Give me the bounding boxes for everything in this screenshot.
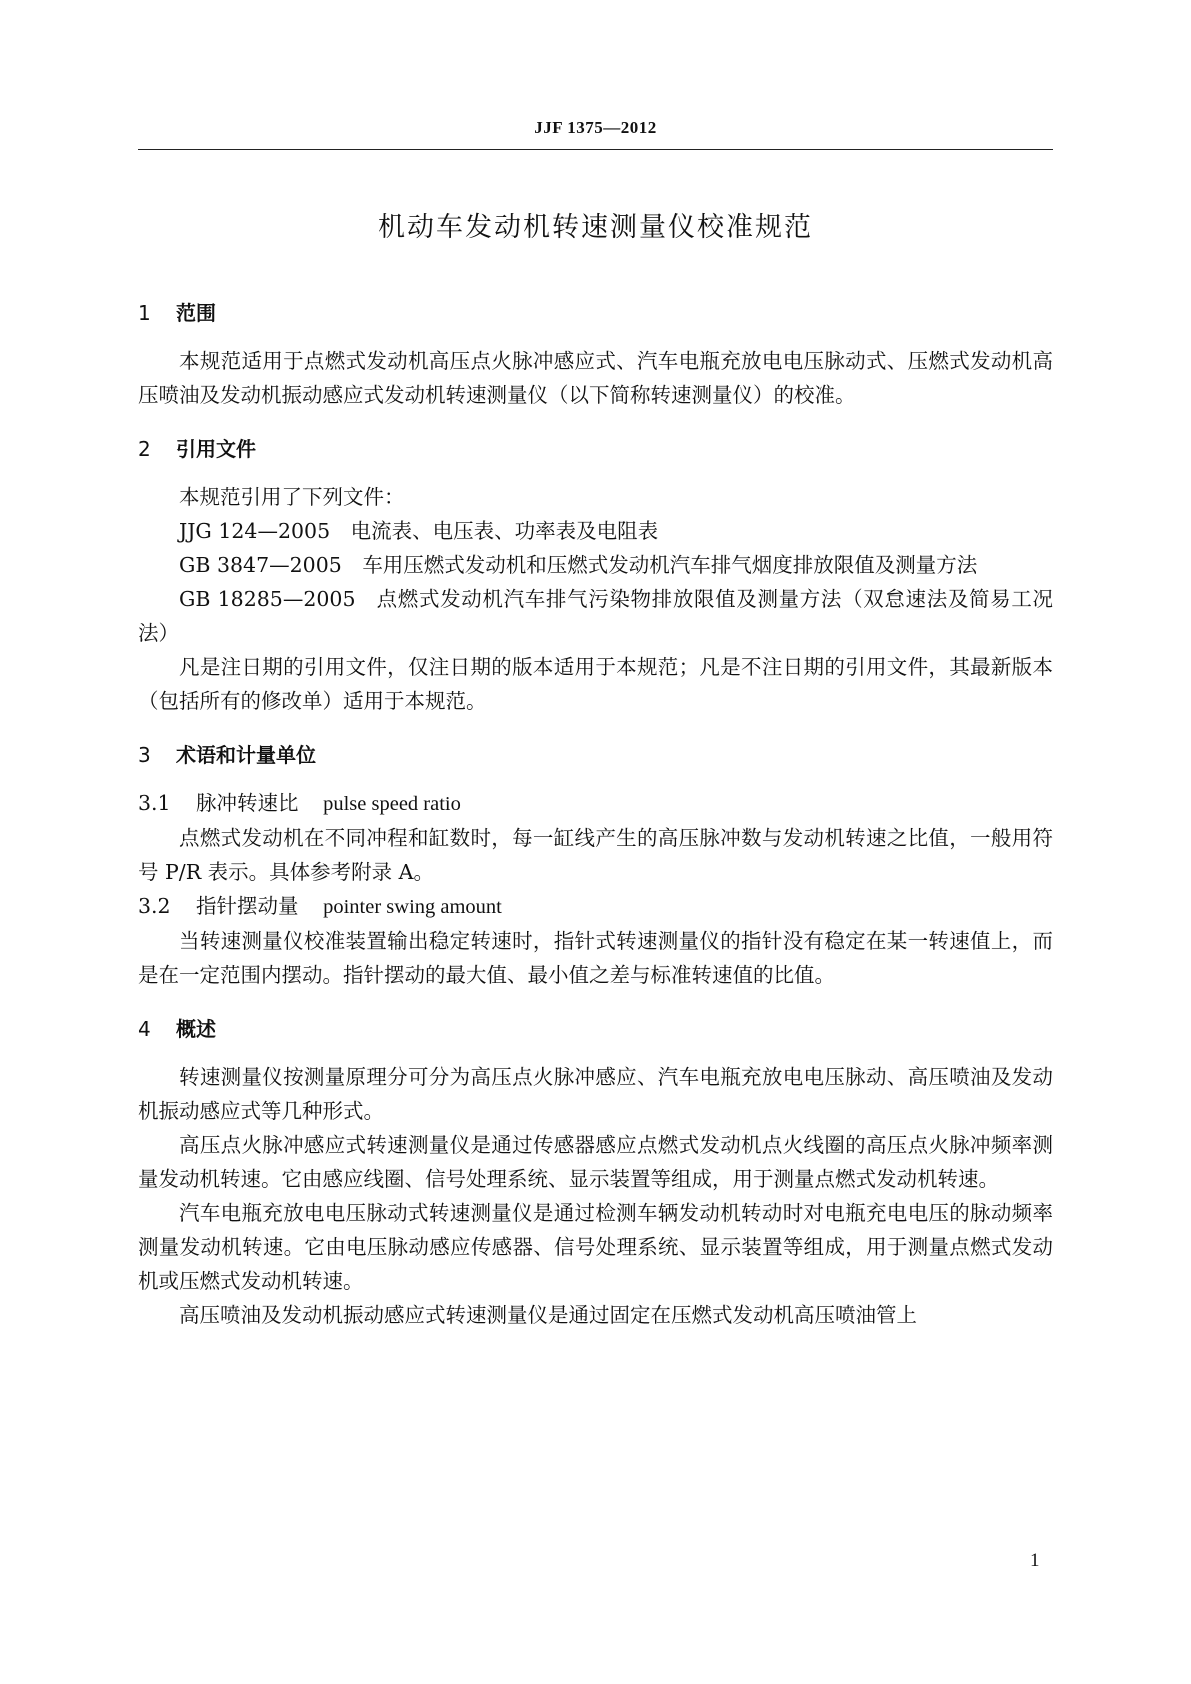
section-heading-2: 2 引用文件 bbox=[138, 437, 256, 461]
document-title: 机动车发动机转速测量仪校准规范 bbox=[378, 212, 813, 243]
standard-code-header: JJF 1375—2012 bbox=[534, 118, 657, 137]
document-body bbox=[138, 296, 1053, 1332]
reference-item: JJG 124—2005 电流表、电压表、功率表及电阻表 bbox=[179, 519, 659, 543]
overview-paragraph: 汽车电瓶充放电电压脉动式转速测量仪是通过检测车辆发动机转动时对电瓶充电电压的脉动频率测量发动机转速。它由电压脉动感应传感器、信号处理系统、显示装置等组成，用于测量点燃式发动机或压燃式发动机转速。 bbox=[138, 1201, 1053, 1293]
references-note: 凡是注日期的引用文件，仅注日期的版本适用于本规范；凡是不注日期的引用文件，其最新版本（包括所有的修改单）适用于本规范。 bbox=[138, 655, 1053, 713]
header-rule bbox=[138, 149, 1053, 150]
term-definition: 当转速测量仪校准装置输出稳定转速时，指针式转速测量仪的指针没有稳定在某一转速值上，而是在一定范围内摆动。指针摆动的最大值、最小值之差与标准转速值的比值。 bbox=[138, 929, 1053, 987]
overview-paragraph: 高压喷油及发动机振动感应式转速测量仪是通过固定在压燃式发动机高压喷油管上 bbox=[179, 1303, 917, 1327]
section-heading-1: 1 范围 bbox=[138, 301, 216, 325]
section-heading-4: 4 概述 bbox=[138, 1017, 216, 1041]
section-heading-3: 3 术语和计量单位 bbox=[138, 743, 316, 767]
overview-paragraph: 高压点火脉冲感应式转速测量仪是通过传感器感应点燃式发动机点火线圈的高压点火脉冲频率测量发动机转速。它由感应线圈、信号处理系统、显示装置等组成，用于测量点燃式发动机转速。 bbox=[138, 1133, 1053, 1191]
scope-paragraph: 本规范适用于点燃式发动机高压点火脉冲感应式、汽车电瓶充放电电压脉动式、压燃式发动机高压喷油及发动机振动感应式发动机转速测量仪（以下简称转速测量仪）的校准。 bbox=[138, 349, 1053, 407]
term-definition: 点燃式发动机在不同冲程和缸数时，每一缸线产生的高压脉冲数与发动机转速之比值，一般用符号 P/R 表示。具体参考附录 A。 bbox=[138, 826, 1053, 884]
term-heading: 3.1 脉冲转速比 pulse speed ratio bbox=[138, 791, 461, 815]
reference-item: GB 3847—2005 车用压燃式发动机和压燃式发动机汽车排气烟度排放限值及测量方法 bbox=[179, 553, 978, 577]
reference-item: GB 18285—2005 点燃式发动机汽车排气污染物排放限值及测量方法（双怠速法及简易工况法） bbox=[138, 587, 1053, 645]
page-number: 1 bbox=[1030, 1550, 1040, 1571]
references-intro: 本规范引用了下列文件： bbox=[179, 485, 405, 509]
overview-paragraph: 转速测量仪按测量原理分可分为高压点火脉冲感应、汽车电瓶充放电电压脉动、高压喷油及发动机振动感应式等几种形式。 bbox=[138, 1065, 1053, 1123]
term-heading: 3.2 指针摆动量 pointer swing amount bbox=[138, 894, 502, 918]
